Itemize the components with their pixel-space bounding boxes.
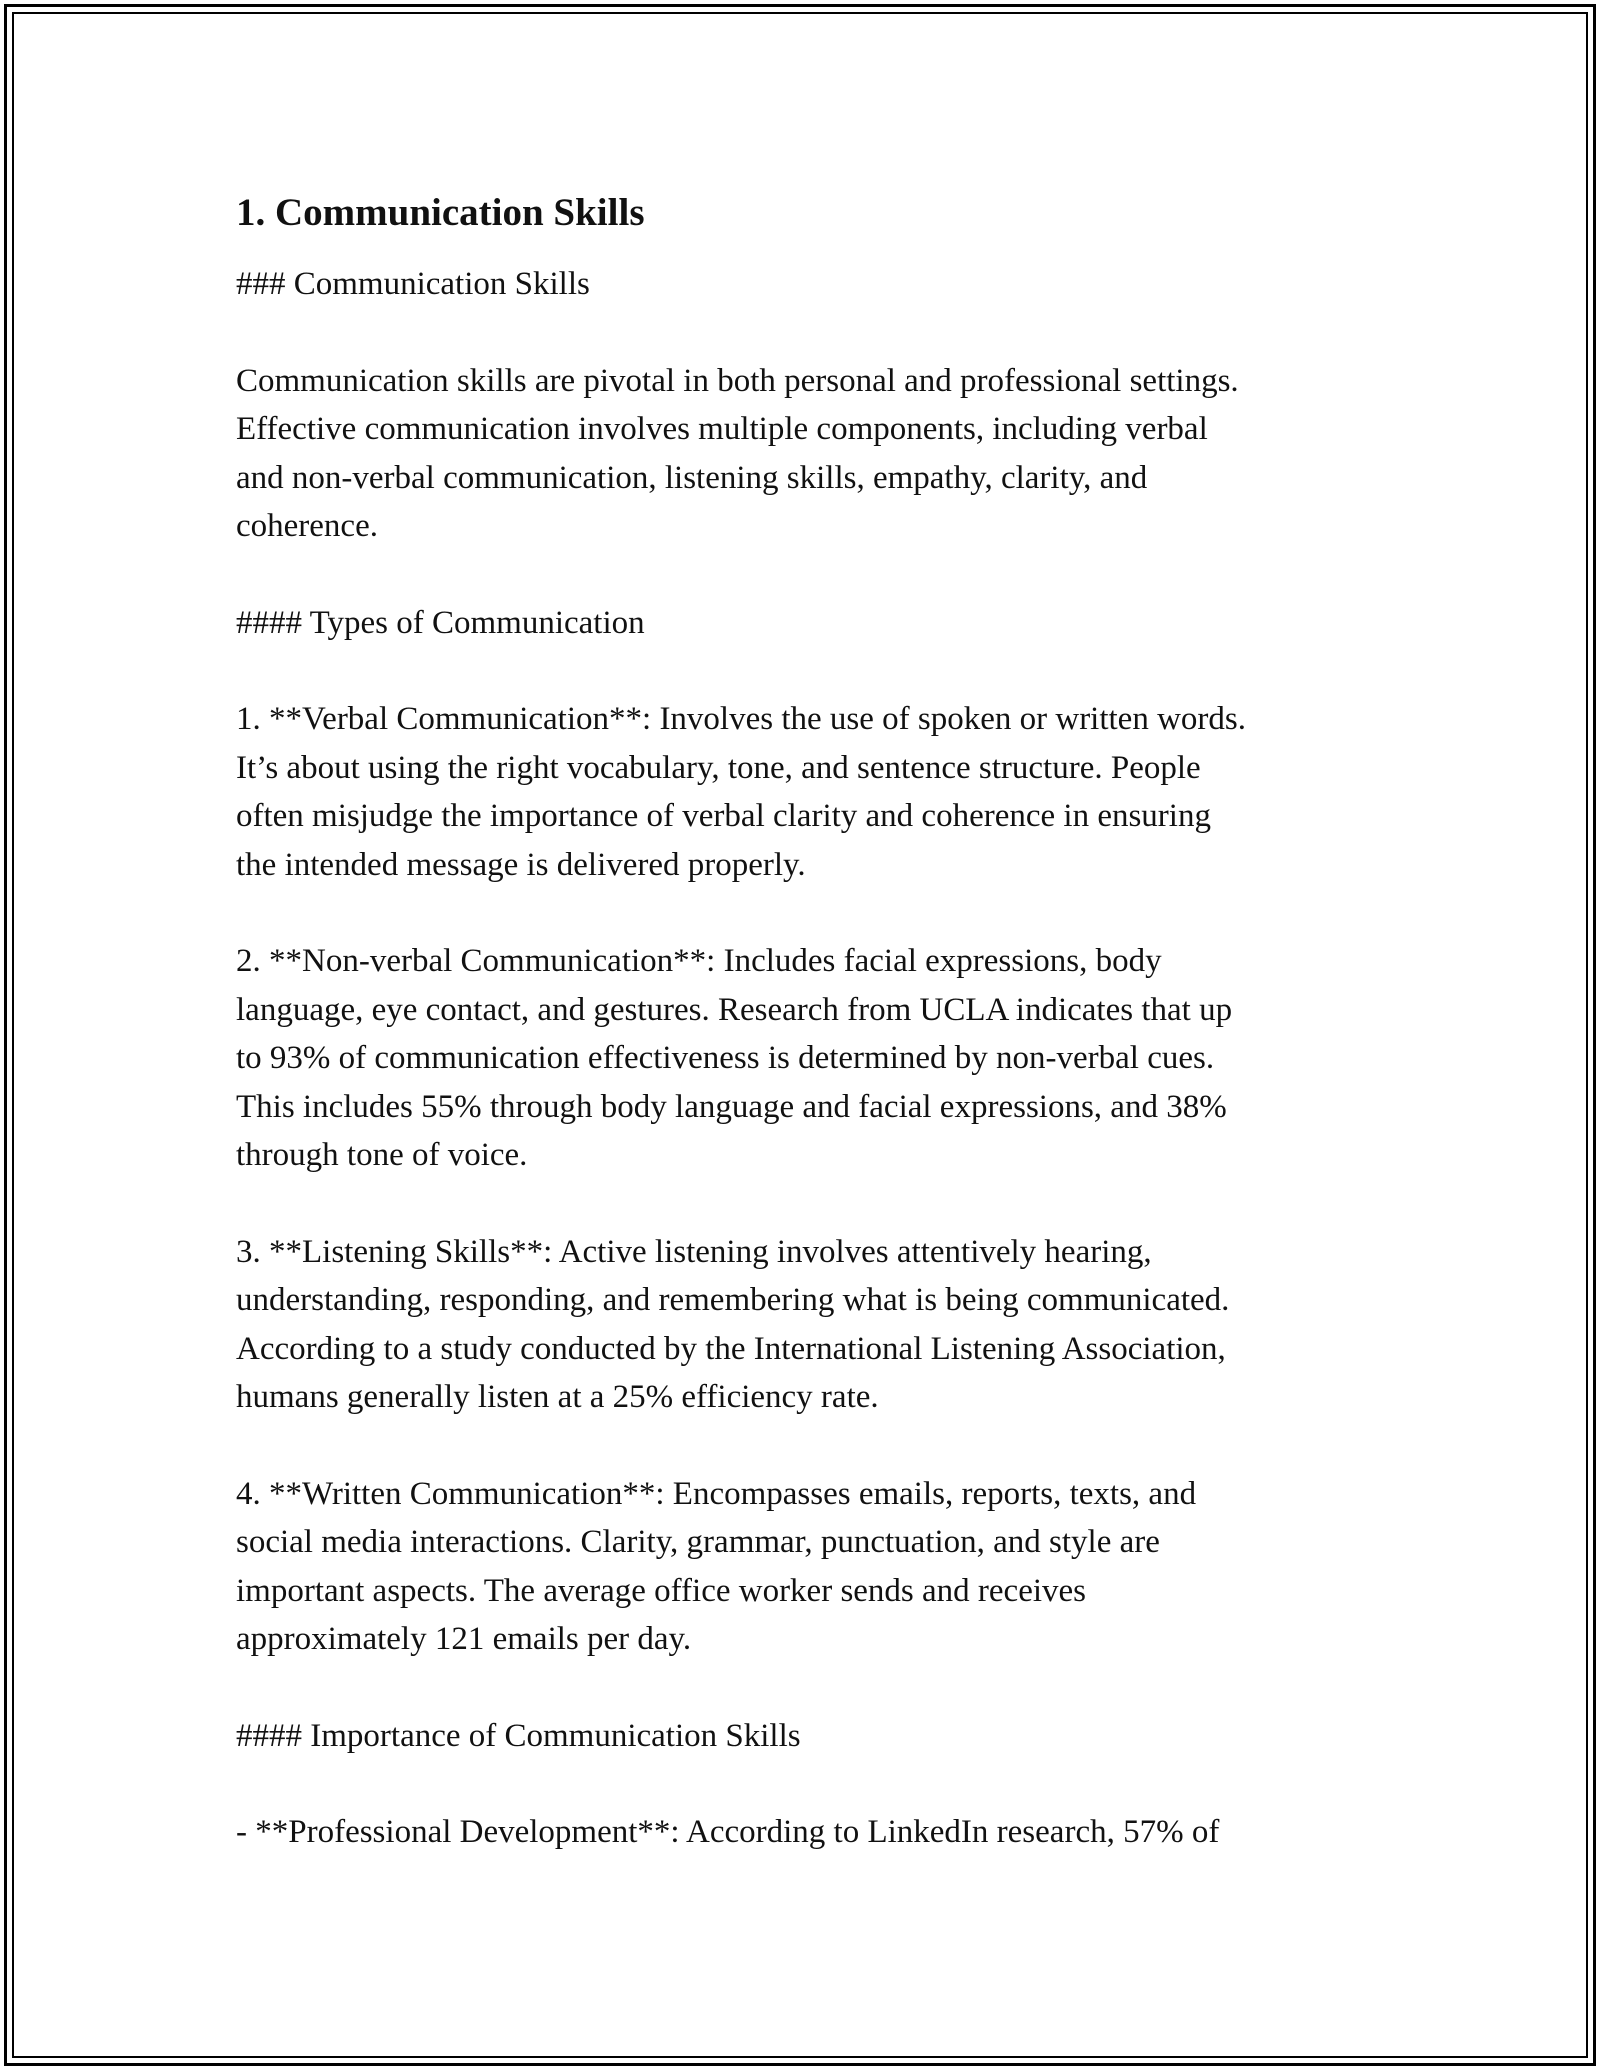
text-line: humans generally listen at a 25% efficiency rate. — [236, 1379, 879, 1415]
text-line: ### Communication Skills — [236, 266, 590, 302]
paragraph — [236, 695, 1396, 889]
text-line: approximately 121 emails per day. — [236, 1621, 692, 1657]
paragraph — [236, 599, 1396, 648]
text-line: Communication skills are pivotal in both personal and professional settings. — [236, 362, 1239, 399]
text-line: - **Professional Development**: According to LinkedIn research, 57% of — [236, 1814, 1220, 1850]
paragraph — [236, 357, 1396, 551]
text-line: #### Types of Communication — [236, 604, 645, 641]
text-line: 2. **Non-verbal Communication**: Includes facial expressions, body — [236, 943, 1162, 979]
text-line: through tone of voice. — [236, 1137, 528, 1173]
text-line: often misjudge the importance of verbal clarity and coherence in ensuring — [236, 798, 1211, 834]
text-line: This includes 55% through body language and facial expressions, and 38% — [236, 1088, 1227, 1125]
text-line: social media interactions. Clarity, grammar, punctuation, and style are — [236, 1524, 1160, 1560]
text-line: Effective communication involves multiple components, including verbal — [236, 411, 1208, 447]
text-line: According to a study conducted by the International Listening Association, — [236, 1330, 1226, 1367]
document-title: 1. Communication Skills — [236, 191, 645, 234]
text-line: 1. **Verbal Communication**: Involves the use of spoken or written words. — [236, 701, 1246, 737]
text-line: 4. **Written Communication**: Encompasses emails, reports, texts, and — [236, 1475, 1197, 1512]
text-line: #### Importance of Communication Skills — [236, 1717, 801, 1754]
text-line: understanding, responding, and remembering what is being communicated. — [236, 1282, 1230, 1318]
text-line: 3. **Listening Skills**: Active listening involves attentively hearing, — [236, 1233, 1152, 1270]
text-line: It’s about using the right vocabulary, tone, and sentence structure. People — [236, 749, 1201, 786]
paragraph — [236, 260, 1396, 309]
paragraph — [236, 1470, 1396, 1664]
paragraph — [236, 1228, 1396, 1422]
paragraph — [236, 1712, 1396, 1761]
text-line: coherence. — [236, 508, 378, 544]
text-line: to 93% of communication effectiveness is determined by non-verbal cues. — [236, 1040, 1215, 1076]
text-line: and non-verbal communication, listening skills, empathy, clarity, and — [236, 459, 1148, 496]
text-line: the intended message is delivered properly. — [236, 846, 806, 883]
text-line: important aspects. The average office worker sends and receives — [236, 1572, 1087, 1609]
paragraph — [236, 1808, 1396, 1857]
paragraph — [236, 937, 1396, 1180]
document-content — [236, 186, 1396, 1905]
document-body — [236, 260, 1396, 1857]
text-line: language, eye contact, and gestures. Research from UCLA indicates that up — [236, 991, 1233, 1028]
